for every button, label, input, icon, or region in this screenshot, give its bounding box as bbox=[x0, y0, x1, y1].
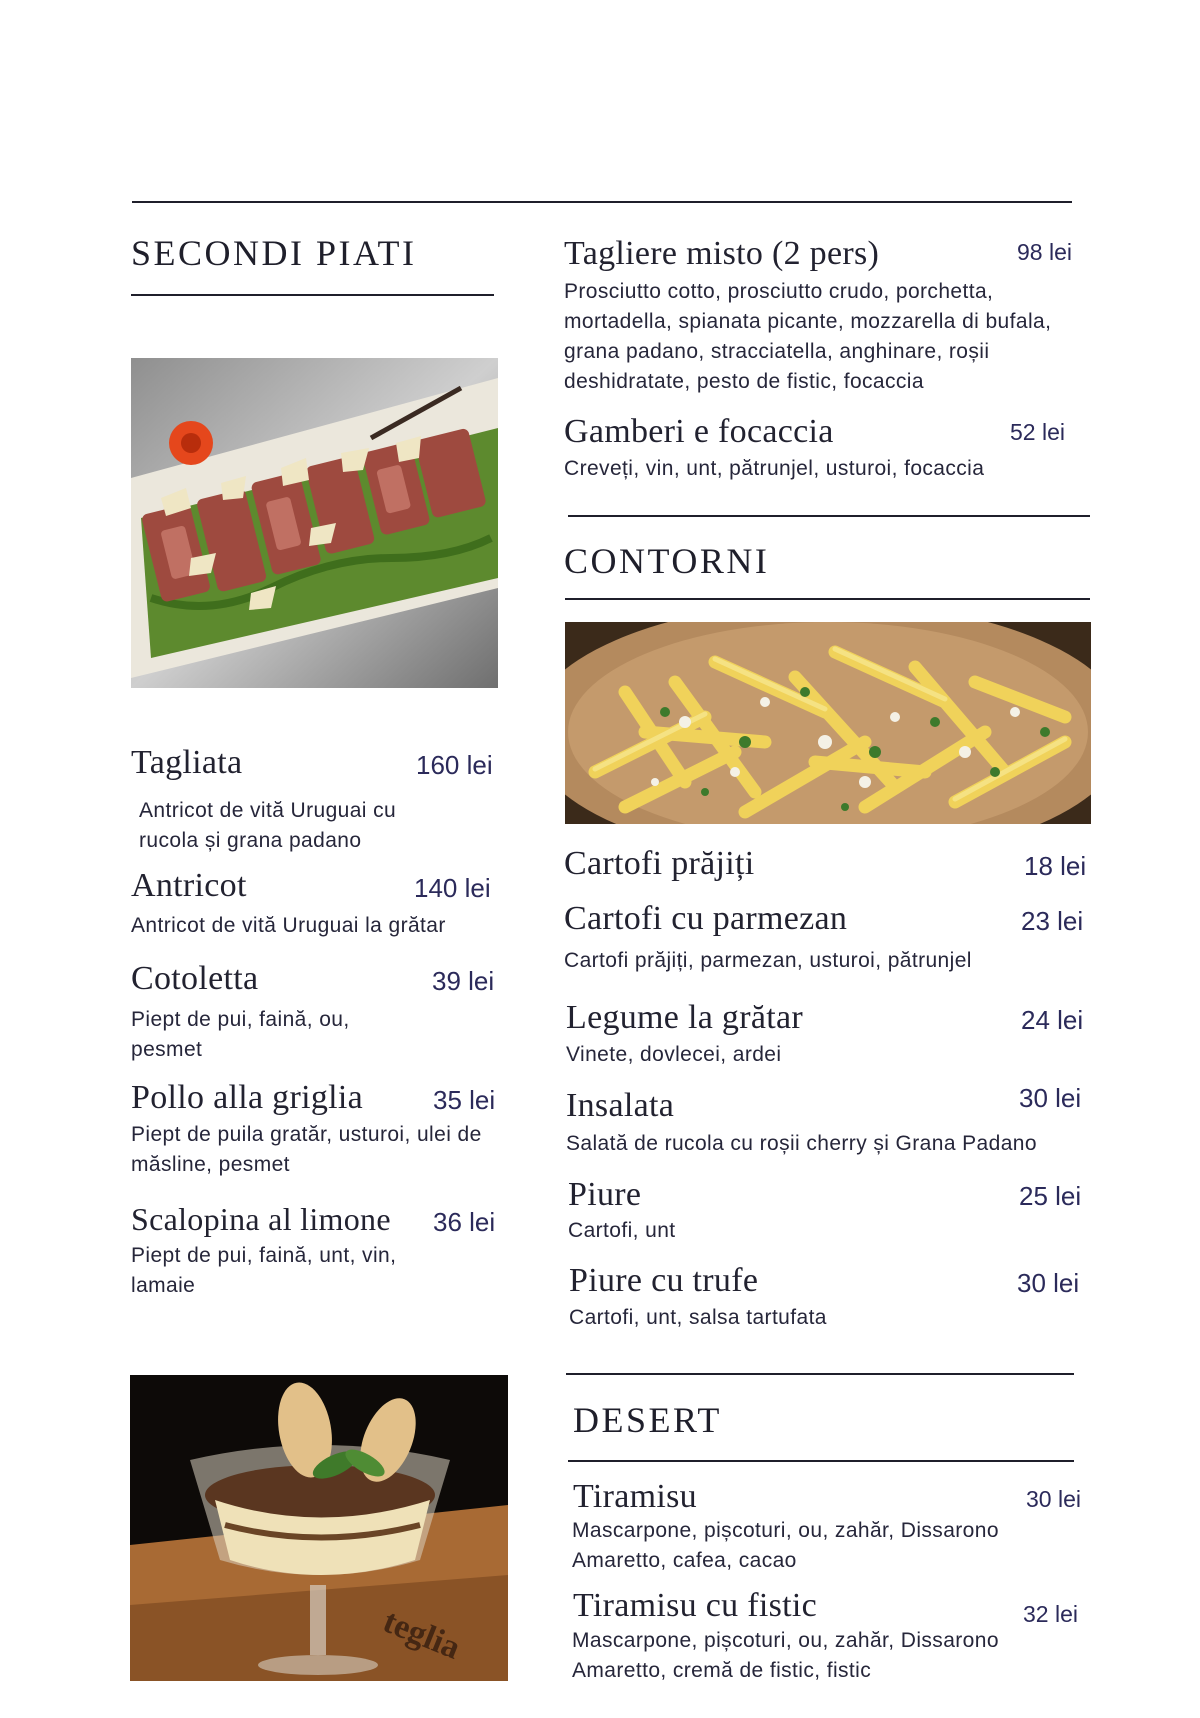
item-name-tagliere: Tagliere misto (2 pers) bbox=[564, 235, 880, 272]
desc-cartofi-parmezan: Cartofi prăjiți, parmezan, usturoi, pătrunjel bbox=[564, 949, 972, 972]
top-divider bbox=[132, 201, 1072, 203]
desc-insalata: Salată de rucola cu roșii cherry și Grana Padano bbox=[566, 1132, 1037, 1155]
price-gamberi: 52 lei bbox=[1010, 419, 1065, 445]
price-scalopina: 36 lei bbox=[433, 1207, 496, 1237]
item-name-tagliata: Tagliata bbox=[131, 744, 243, 781]
desert-divider bbox=[568, 1460, 1074, 1462]
price-pollo: 35 lei bbox=[433, 1085, 496, 1115]
price-piure: 25 lei bbox=[1019, 1181, 1082, 1211]
item-name-insalata: Insalata bbox=[566, 1087, 675, 1124]
desert-top-divider bbox=[566, 1373, 1074, 1375]
section-title-contorni: CONTORNI bbox=[564, 541, 770, 581]
desc-piure-trufe: Cartofi, unt, salsa tartufata bbox=[569, 1306, 827, 1329]
price-insalata: 30 lei bbox=[1019, 1083, 1082, 1113]
teglia-logo: teglia bbox=[378, 1602, 466, 1667]
price-tagliata: 160 lei bbox=[416, 750, 493, 780]
price-tiramisu: 30 lei bbox=[1026, 1486, 1081, 1512]
section-title-secondi: SECONDI PIATI bbox=[131, 233, 417, 273]
item-name-cartofi-prajiti: Cartofi prăjiți bbox=[564, 845, 755, 882]
item-name-cotoletta: Cotoletta bbox=[131, 960, 259, 997]
price-piure-trufe: 30 lei bbox=[1017, 1268, 1080, 1298]
item-name-legume: Legume la grătar bbox=[566, 999, 804, 1036]
contorni-top-divider bbox=[568, 515, 1090, 517]
fries-photo bbox=[565, 622, 1091, 824]
desc-scalopina: Piept de pui, faină, unt, vin, lamaie bbox=[131, 1244, 397, 1297]
secondi-divider bbox=[131, 294, 494, 296]
desc-gamberi: Creveți, vin, unt, pătrunjel, usturoi, focaccia bbox=[564, 457, 985, 480]
item-name-piure-trufe: Piure cu trufe bbox=[569, 1262, 759, 1299]
price-cotoletta: 39 lei bbox=[432, 966, 495, 996]
desc-tagliata: Antricot de vită Uruguai cu rucola și grana padano bbox=[139, 799, 397, 852]
item-name-gamberi: Gamberi e focaccia bbox=[564, 413, 834, 450]
price-tiramisu-fistic: 32 lei bbox=[1023, 1601, 1078, 1627]
desc-tagliere: Prosciutto cotto, prosciutto crudo, porchetta, mortadella, spianata picante, mozzarella di bufala, grana padano, stracciatella, anghinare, roșii deshidratate, pesto de fistic, focaccia bbox=[564, 280, 1052, 393]
item-name-piure: Piure bbox=[568, 1176, 642, 1213]
price-tagliere: 98 lei bbox=[1017, 239, 1072, 265]
item-name-tiramisu: Tiramisu bbox=[573, 1478, 697, 1515]
desc-tiramisu-fistic: Mascarpone, pișcoturi, ou, zahăr, Dissarono Amaretto, cremă de fistic, fistic bbox=[572, 1629, 999, 1682]
desc-pollo: Piept de puila gratăr, usturoi, ulei de măsline, pesmet bbox=[131, 1123, 482, 1176]
price-antricot: 140 lei bbox=[414, 873, 491, 903]
item-name-tiramisu-fistic: Tiramisu cu fistic bbox=[573, 1587, 818, 1624]
section-title-desert: DESERT bbox=[573, 1400, 722, 1440]
price-legume: 24 lei bbox=[1021, 1005, 1084, 1035]
steak-photo bbox=[131, 358, 498, 688]
tiramisu-photo bbox=[130, 1375, 508, 1681]
price-cartofi-parmezan: 23 lei bbox=[1021, 906, 1084, 936]
desc-legume: Vinete, dovlecei, ardei bbox=[566, 1043, 782, 1066]
desc-antricot: Antricot de vită Uruguai la grătar bbox=[131, 914, 446, 937]
contorni-divider bbox=[565, 598, 1090, 600]
item-name-scalopina: Scalopina al limone bbox=[131, 1201, 391, 1237]
desc-cotoletta: Piept de pui, faină, ou, pesmet bbox=[131, 1008, 350, 1061]
item-name-antricot: Antricot bbox=[131, 867, 247, 904]
desc-piure: Cartofi, unt bbox=[568, 1219, 676, 1242]
item-name-pollo: Pollo alla griglia bbox=[131, 1079, 364, 1116]
desc-tiramisu: Mascarpone, pișcoturi, ou, zahăr, Dissarono Amaretto, cafea, cacao bbox=[572, 1519, 999, 1572]
item-name-cartofi-parmezan: Cartofi cu parmezan bbox=[564, 900, 848, 937]
price-cartofi-prajiti: 18 lei bbox=[1024, 851, 1087, 881]
